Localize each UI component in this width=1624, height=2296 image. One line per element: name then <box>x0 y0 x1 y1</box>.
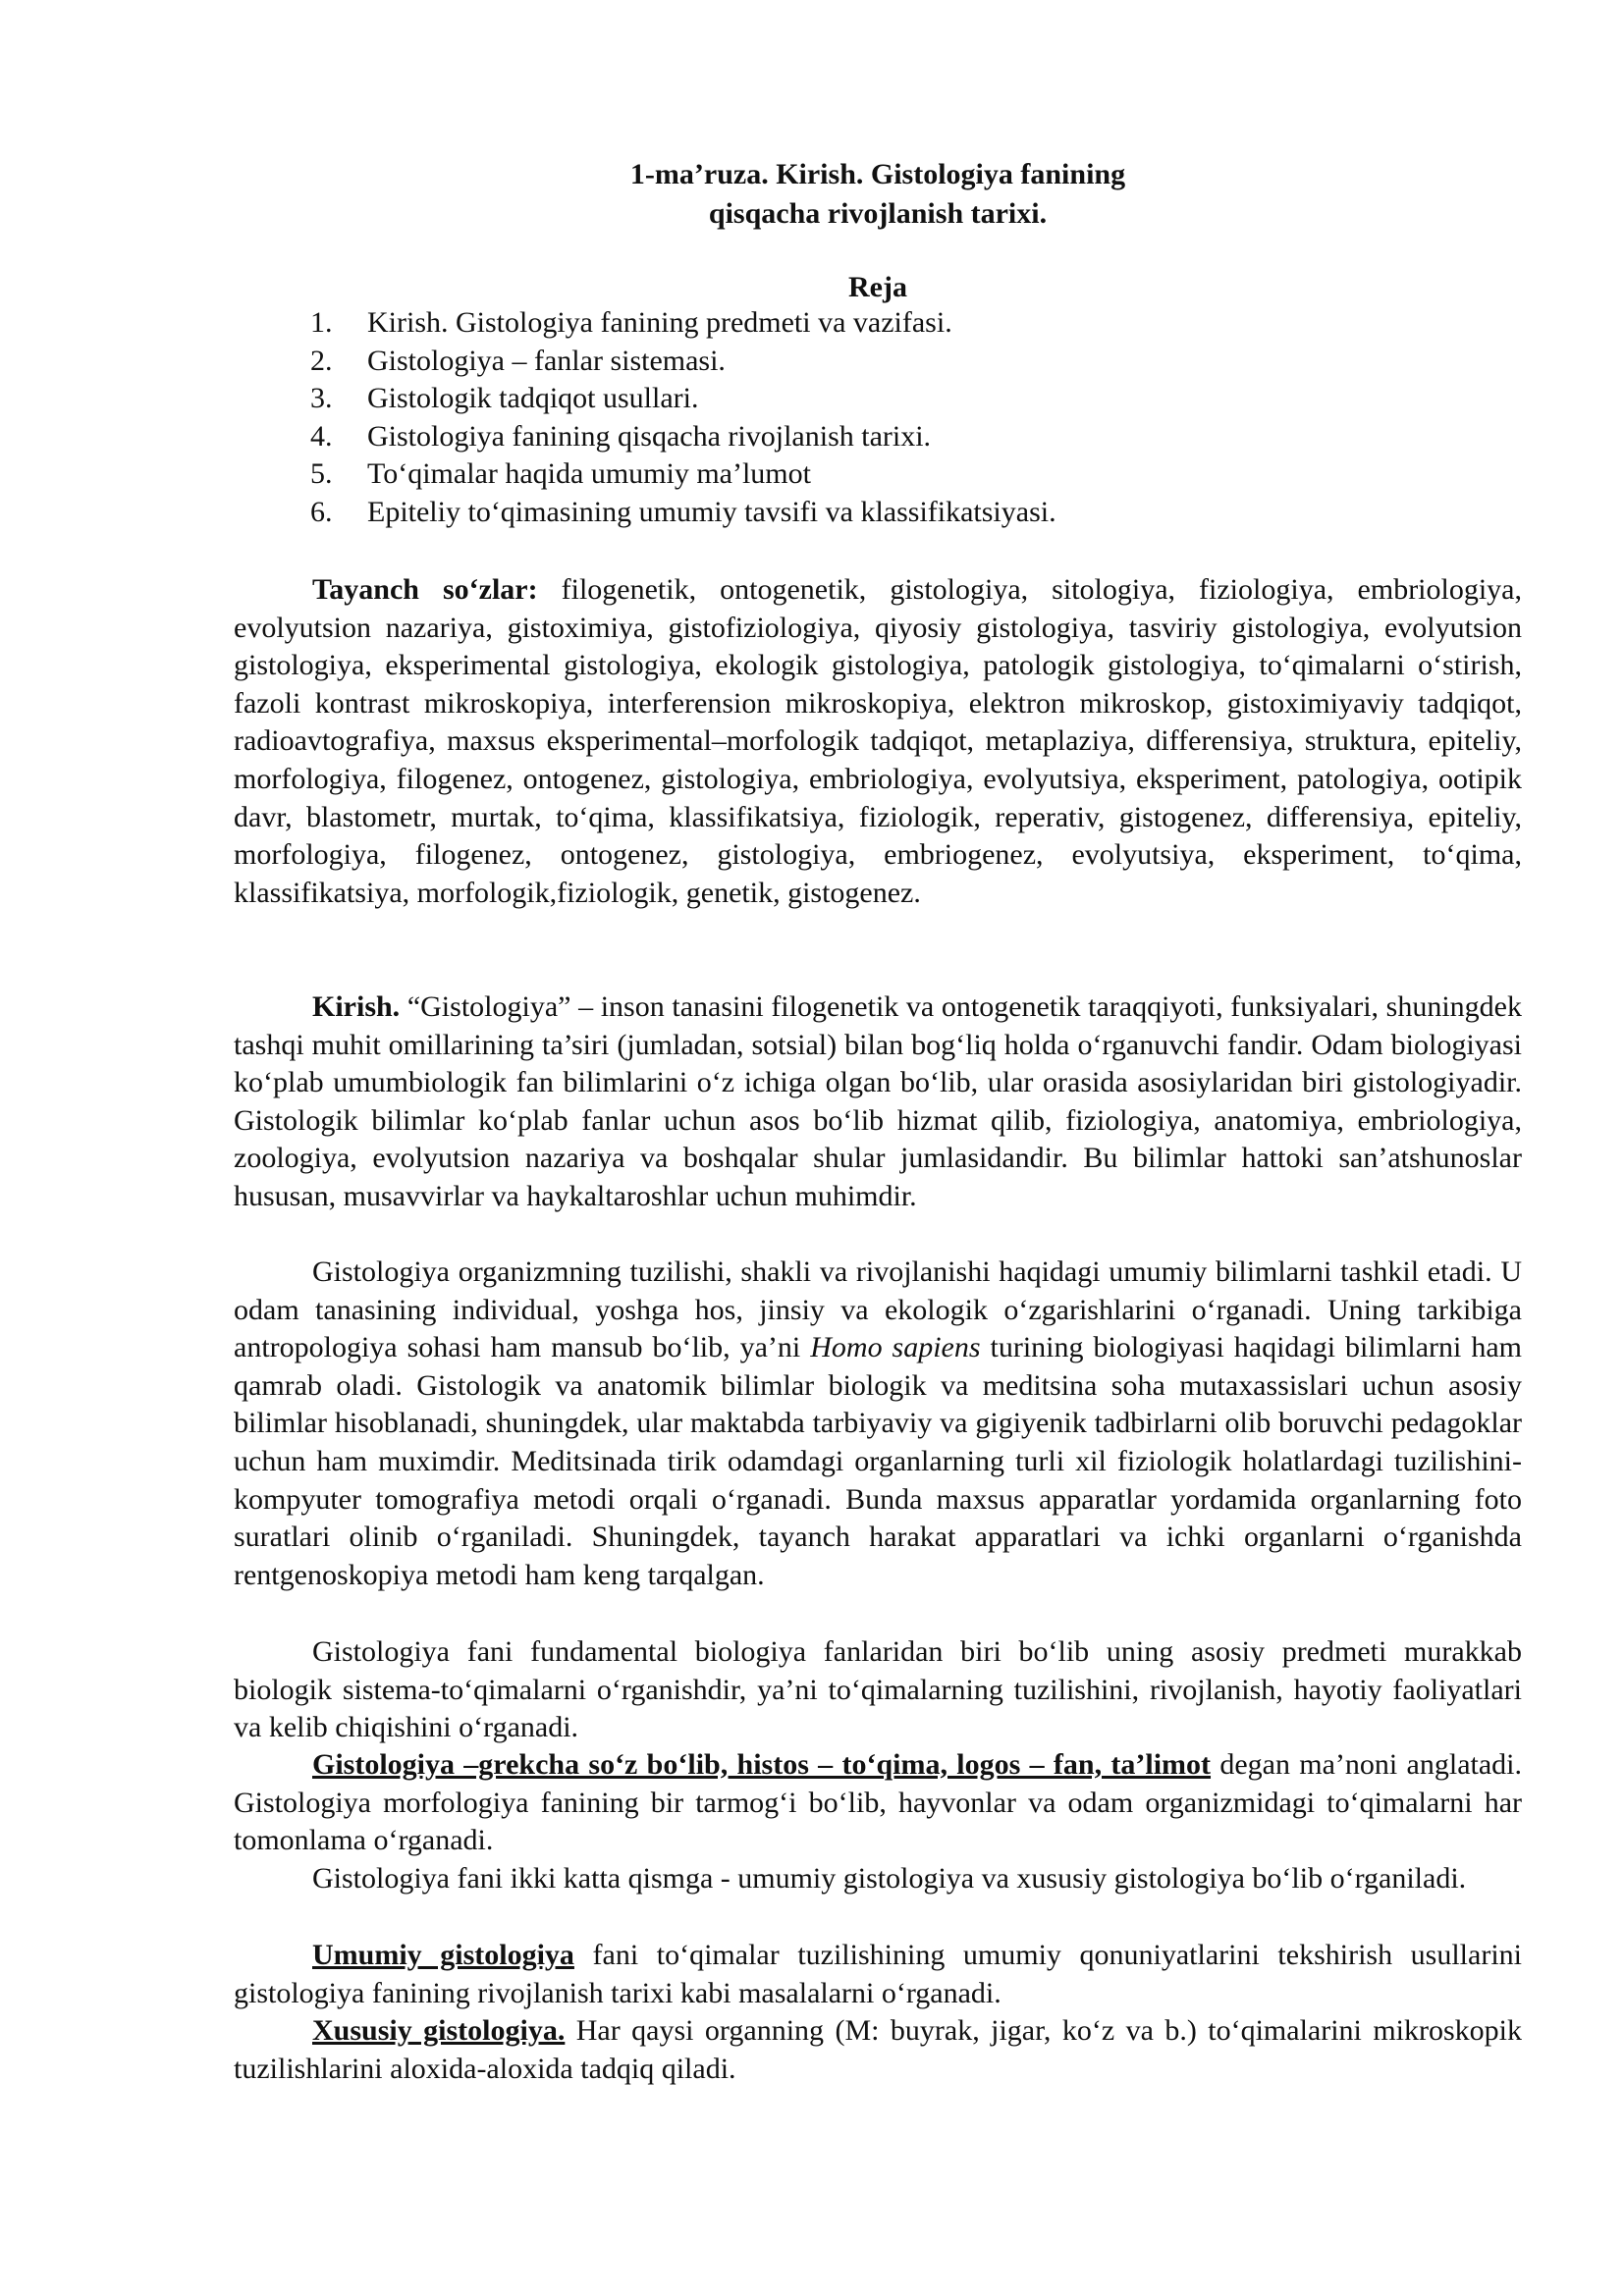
plan-item-number: 4. <box>310 419 333 453</box>
organism-text-after: turining biologiyasi haqidagi bilimlarni ham qamrab oladi. Gistologik va anatomik bilimlar biologik va meditsina soha mutaxassislari uchun asosiy bilimlar hisoblanadi, shuningdek, ular maktabda tarbiyaviy va gigiyenik tadbirlarni olib boruvchi pedagoklar uchun ham muximdir. Meditsinada tirik odamdagi organlarning turli xil fiziologik holatlardagi tuzilishini- kompyuter tomografiya metodi orqali o‘rganadi. Bunda maxsus apparatlar yordamida organlarning foto suratlari olinib o‘rganiladi. Shuningdek, tayanch harakat apparatlari va ichki organlarni o‘rganishda rentgenoskopiya metodi ham keng tarqalgan. <box>234 1331 1522 1591</box>
lecture-title <box>234 155 1522 234</box>
general-histology-term: Umumiy gistologiya <box>312 1939 574 1971</box>
plan-item <box>310 418 1056 456</box>
plan-item <box>310 455 1056 494</box>
etymology-text: degan ma’noni anglatadi. Gistologiya morfologiya fanining bir tarmog‘i bo‘lib, hayvonlar va odam organizmidagi to‘qimalarni har tomonlama o‘rganadi. <box>234 1748 1523 1857</box>
organism-paragraph <box>234 1254 1522 1594</box>
plan-item-number: 6. <box>310 495 333 528</box>
title-line-1: 1-ma’ruza. Kirish. Gistologiya fanining <box>629 158 1126 190</box>
general-histology-paragraph <box>234 1937 1522 2012</box>
species-name: Homo sapiens <box>810 1331 981 1364</box>
subject-text: Gistologiya fani fundamental biologiya fanlaridan biri bo‘lib uning asosiy predmeti murakkab biologik sistema-to‘qimalarni o‘rganishdir, ya’ni to‘qimalarning tuzilishini, rivojlanish, hayotiy faoliyatlari va kelib chiqishini o‘rganadi. <box>234 1635 1522 1744</box>
plan-item-number: 2. <box>310 344 333 377</box>
special-histology-term: Xususiy gistologiya. <box>312 2014 566 2047</box>
etymology-paragraph <box>234 1746 1522 1860</box>
plan-list <box>310 304 1056 532</box>
keywords-label: Tayanch so‘zlar: <box>312 573 538 606</box>
plan-heading: Reja <box>848 271 907 303</box>
organism-text-before: Gistologiya organizmning tuzilishi, shakli va rivojlanishi haqidagi umumiy bilimlarni tashkil etadi. U odam tanasining individual, yoshga hos, jinsiy va ekologik o‘zgarishlarini o‘rganadi. Uning tarkibiga antropologiya sohasi ham mansub bo‘lib, ya’ni <box>234 1255 1522 1364</box>
plan-item <box>310 304 1056 343</box>
intro-paragraph <box>234 988 1522 1216</box>
parts-text: Gistologiya fani ikki katta qismga - umumiy gistologiya va xususiy gistologiya bo‘lib o‘rganiladi. <box>312 1862 1467 1895</box>
title-line-2: qisqacha rivojlanish tarixi. <box>708 197 1048 230</box>
keywords-paragraph <box>234 571 1522 912</box>
plan-item <box>310 380 1056 418</box>
plan-item <box>310 343 1056 381</box>
intro-text: “Gistologiya” – inson tanasini filogenetik va ontogenetik taraqqiyoti, funksiyalari, shuningdek tashqi muhit omillarining ta’siri (jumladan, sotsial) bilan bog‘liq holda o‘rganuvchi fandir. Odam biologiyasi ko‘plab umumbiologik fan bilimlarini o‘z ichiga olgan bo‘lib, ular orasida asosiylaridan biri gistologiyadir. Gistologik bilimlar ko‘plab fanlar uchun asos bo‘lib hizmat qilib, fiziologiya, anatomiya, embriologiya, zoologiya, evolyutsion nazariya va boshqalar shular jumlasidandir. Bu bilimlar hattoki san’atshunoslar hususan, musavvirlar va haykaltaroshlar uchun muhimdir. <box>234 990 1522 1212</box>
plan-item-text: Gistologiya – fanlar sistemasi. <box>367 344 726 377</box>
plan-item-number: 1. <box>310 306 333 339</box>
subject-paragraph <box>234 1633 1522 1747</box>
plan-item <box>310 494 1056 532</box>
plan-item-text: Gistologik tadqiqot usullari. <box>367 382 699 415</box>
general-histology-text: fani to‘qimalar tuzilishining umumiy qonuniyatlarini tekshirish usullarini gistologiya fanining rivojlanish tarixi kabi masalalarni o‘rganadi. <box>234 1939 1522 2009</box>
plan-item-text: Epiteliy to‘qimasining umumiy tavsifi va klassifikatsiyasi. <box>367 495 1056 528</box>
plan-item-text: Gistologiya fanining qisqacha rivojlanish tarixi. <box>367 419 932 453</box>
plan-item-text: Kirish. Gistologiya fanining predmeti va vazifasi. <box>367 306 952 339</box>
keywords-text: filogenetik, ontogenetik, gistologiya, sitologiya, fiziologiya, embriologiya, evolyutsion nazariya, gistoximiya, gistofiziologiya, qiyosiy gistologiya, tasviriy gistologiya, evolyutsion gistologiya, eksperimental gistologiya, ekologik gistologiya, patologik gistologiya, to‘qimalarni o‘stirish, fazoli kontrast mikroskopiya, interferension mikroskopiya, elektron mikroskop, gistoximiyaviy tadqiqot, radioavtografiya, maxsus eksperimental–morfologik tadqiqot, metaplaziya, differensiya, struktura, epiteliy, morfologiya, filogenez, ontogenez, gistologiya, embriologiya, evolyutsiya, eksperiment, patologiya, ootipik davr, blastometr, murtak, to‘qima, klassifikatsiya, fiziologik, reperativ, gistogenez, differensiya, epiteliy, morfologiya, filogenez, ontogenez, gistologiya, embriogenez, evolyutsiya, eksperiment, to‘qima, klassifikatsiya, morfologik,fiziologik, genetik, gistogenez. <box>234 573 1523 909</box>
etymology-highlight: Gistologiya –grekcha so‘z bo‘lib, histos – to‘qima, logos – fan, ta’limot <box>312 1748 1212 1781</box>
parts-paragraph <box>234 1860 1522 1898</box>
plan-item-number: 3. <box>310 382 333 415</box>
plan-item-text: To‘qimalar haqida umumiy ma’lumot <box>367 457 811 491</box>
special-histology-paragraph <box>234 2012 1522 2088</box>
intro-label: Kirish. <box>312 990 401 1023</box>
special-histology-text: Har qaysi organning (M: buyrak, jigar, ko‘z va b.) to‘qimalarini mikroskopik tuzilishlarini aloxida-aloxida tadqiq qiladi. <box>234 2014 1522 2085</box>
plan-item-number: 5. <box>310 457 333 491</box>
